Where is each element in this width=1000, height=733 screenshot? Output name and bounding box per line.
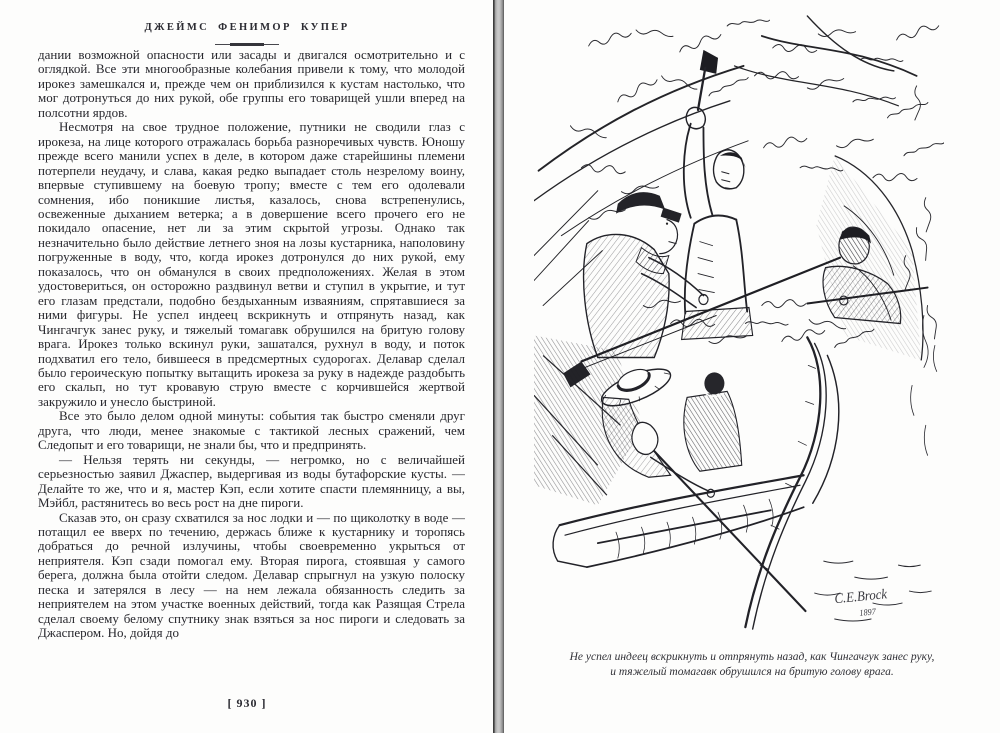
tomahawk-blade: [700, 50, 718, 74]
running-head: ДЖЕЙМС ФЕНИМОР КУПЕР: [144, 22, 350, 33]
paragraph: дании возможной опасности или засады и двигался осмотрительно и с оглядкой. Все эти многообразные колебания привели к тому, что молодой ирокез замешкался и, прежде чем он приблизился к кустам настолько, что мог дотронуться до них рукой, обе группы его товарищей ушли вперед на полсотни ярдов.: [38, 48, 465, 120]
paragraph: Все это было делом одной минуты: события так быстро сменяли друг друга, что люди, менее знакомые с тактикой лесных сражений, чем Следопыт и его товарищи, не знали бы, что и предпринять.: [38, 408, 465, 453]
page-number: [ 930 ]: [227, 696, 267, 710]
canoe-ribs: [616, 499, 773, 558]
left-page: [0, 0, 494, 733]
signature-name: C.E.Brock: [833, 585, 888, 607]
tomahawk-handle: [698, 68, 705, 110]
canoe-prow: [745, 337, 820, 627]
illustration-engraving: [534, 6, 944, 640]
caption-line: и тяжелый томагавк обрушился на бритую голову врага.: [610, 666, 894, 678]
body-text: [38, 48, 465, 670]
right-page: [504, 0, 1000, 733]
caption-line: Не успел индеец вскрикнуть и отпрянуть назад, как Чингачгук занес руку,: [569, 651, 935, 663]
page-gutter: [493, 0, 504, 733]
water-strokes: [815, 316, 937, 622]
signature-year: 1897: [858, 605, 877, 618]
caption: [524, 650, 980, 680]
paragraph: Сказав это, он сразу схватился за нос лодки и — по щиколотку в воде — потащил ее вверх по течению, держась ближе к кустарнику и торопясь добраться до речной излучины, чтобы своевременно укрыться от неприятеля. Кэп сзади помогал ему. Вторая пирога, стоявшая у самого берега, должна была отойти следом. Делавар спрыгнул на узкую полоску песка и затерялся в лесу — на нем лежала обязанность следить за неприятелем на этом участке военных действий, тогда как Разящая Стрела сделал своему белому спутнику знак взяться за нос пироги и следовать за Джаспером. Но, дойдя до: [38, 509, 465, 641]
rocks: [816, 156, 923, 361]
header-rule: [215, 44, 279, 45]
paragraph: — Нельзя терять ни секунды, — негромко, но с величайшей серьезностью заявил Джаспер, выдергивая из воды бутафорские кусты. — Делайте то же, что и я, мастер Кэп, если хотите спасти племянницу, а вы, Мэйбл, растянитесь во весь рост на дне пироги.: [38, 451, 465, 511]
illustrator-signature: [834, 586, 890, 621]
paragraph: Несмотря на свое трудное положение, путники не сводили глаз с ирокеза, на лице которого отражалась борьба разноречивых чувств. Юношу прежде всего манили успех в деле, в котором даже старейшины племени потерпели неудачу, и слава, какая редко выпадает столь незрелому воину, впервые ступившему на боевую тропу; вместе с тем его одолевали сомнения, ибо поникшие листья, казалось, снова встрепенулись, освеженные дыханием ветерка; а в довершение всего прочего его не покидало опасение, нет ли за этим скрытой угрозы. Однако так незначительно было действие летнего зноя на лозы кустарника, наполовину погруженные в воду, что, когда ирокез дотронулся до них рукой, ему показалось, что он обманулся в своих предположениях. Желая в этом удостовериться, он осторожно раздвинул ветви и ступил в укрытие, и тут его глазам предстали, подобно бездыханным изваяниям, спрятавшиеся за ними фигуры. Не успел индеец вскрикнуть и отпрянуть назад, как Чингачгук занес руку, и тяжелый томагавк обрушился на бритую голову врага. Ирокез только вскинул руки, зашатался, рухнул в воду, и поток подхватил его тело, бившееся в предсмертных судорогах. Делавар сделал было героическую попытку вытащить ирокеза за руку в надежде раздобыть его скальп, но тут кровавую струю вместе с корчившейся жертвой закружило и унесло быстриной.: [38, 119, 465, 409]
bending-figure: [684, 391, 742, 471]
